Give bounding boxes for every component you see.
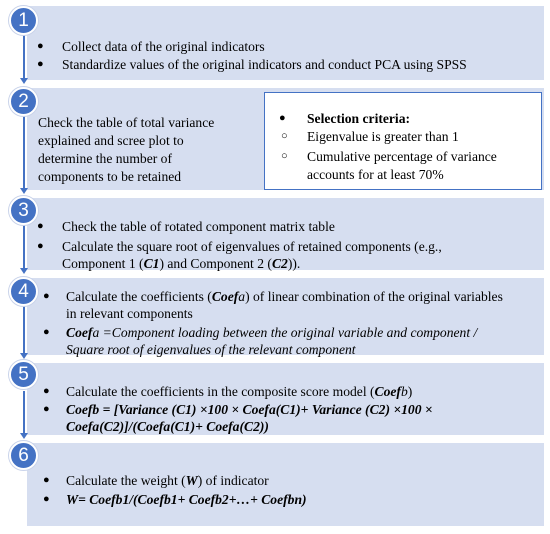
step-number-5: 5 [9,360,38,389]
arrowhead-icon [20,268,28,274]
bullet-icon: ● [37,240,44,252]
step6-text: Calculate the weight ( [66,473,186,488]
criteria-eigenvalue: Eigenvalue is greater than 1 [307,129,459,144]
step3-text: )). [287,256,301,271]
step5-line1 [66,383,412,401]
step4-line4: Square root of eigenvalues of the relevant component [66,342,356,357]
bullet-icon: ● [43,290,50,302]
criteria-cumulative-2: accounts for at least 70% [307,167,444,182]
step1-line2: Standardize values of the original indicators and conduct PCA using SPSS [62,57,467,72]
step2-line4: components to be retained [38,169,182,184]
arrowhead-icon [20,433,28,439]
coef-subscript: a [238,289,246,304]
bullet-icon: ● [279,112,286,124]
bullet-icon: ● [43,403,50,415]
step4-formula: =Component loading between the original variable and component / [99,325,478,340]
step2-line2: explained and scree plot to [38,133,184,148]
coef-symbol: Coef [66,325,93,340]
step5-text: Calculate the coefficients in the composite score model ( [66,384,375,399]
connector-1-2 [23,34,25,80]
step2-line3: determine the number of [38,151,172,166]
connector-5-6 [23,391,25,435]
step6-formula: W= Coefb1/(Coefb1+ Coefb2+…+ Coefbn) [66,492,307,507]
coef-symbol: Coef [211,289,239,304]
bullet-icon: ● [43,493,50,505]
connector-2-3 [23,116,25,190]
step5-text: ) [407,384,413,399]
step3-text: Component 1 ( [62,256,144,271]
bullet-icon: ● [43,326,50,338]
c1-symbol: C1 [143,256,160,271]
coef-subscript: a [92,325,100,340]
step1-line1: Collect data of the original indicators [62,39,265,54]
w-symbol: W [185,473,198,488]
arrowhead-icon [20,78,28,84]
coef-subscript: b [400,384,408,399]
step-number-1: 1 [9,6,38,35]
step4-text: Calculate the coefficients ( [66,289,212,304]
step3-text: ) and Component 2 ( [159,256,272,271]
step-number-4: 4 [9,277,38,306]
bullet-icon: ● [37,58,44,70]
coef-symbol: Coef [374,384,401,399]
step-number-2: 2 [9,87,38,116]
arrowhead-icon [20,353,28,359]
bullet-icon: ● [43,385,50,397]
c2-symbol: C2 [271,256,288,271]
step6-text: ) of indicator [197,473,269,488]
step2-line1: Check the table of total variance [38,115,215,130]
step3-line3 [62,255,300,273]
step4-text: ) of linear combination of the original variables [245,289,503,304]
bullet-icon: ● [37,220,44,232]
connector-3-4 [23,224,25,270]
arrowhead-icon [20,188,28,194]
step-number-3: 3 [9,196,38,225]
step4-line3 [66,324,477,342]
step3-line2: Calculate the square root of eigenvalues of retained components (e.g., [62,239,442,254]
circle-bullet-icon: ○ [281,150,288,162]
step5-formula-2: Coefa(C2)]/(Coefa(C1)+ Coefa(C2)) [66,419,269,434]
bullet-icon: ● [37,40,44,52]
criteria-cumulative-1: Cumulative percentage of variance [307,149,497,164]
step-number-6: 6 [9,441,38,470]
step5-formula-1: Coefb = [Variance (C1) ×100 × Coefa(C1)+ Variance (C2) ×100 × [66,402,433,417]
selection-criteria-box [264,92,542,190]
step4-line1 [66,288,503,306]
step3-line1: Check the table of rotated component matrix table [62,219,335,234]
criteria-title: Selection criteria: [307,111,411,126]
bullet-icon: ● [43,474,50,486]
step4-line2: in relevant components [66,306,193,321]
connector-4-5 [23,306,25,355]
circle-bullet-icon: ○ [281,130,288,142]
step6-line1 [66,472,269,490]
